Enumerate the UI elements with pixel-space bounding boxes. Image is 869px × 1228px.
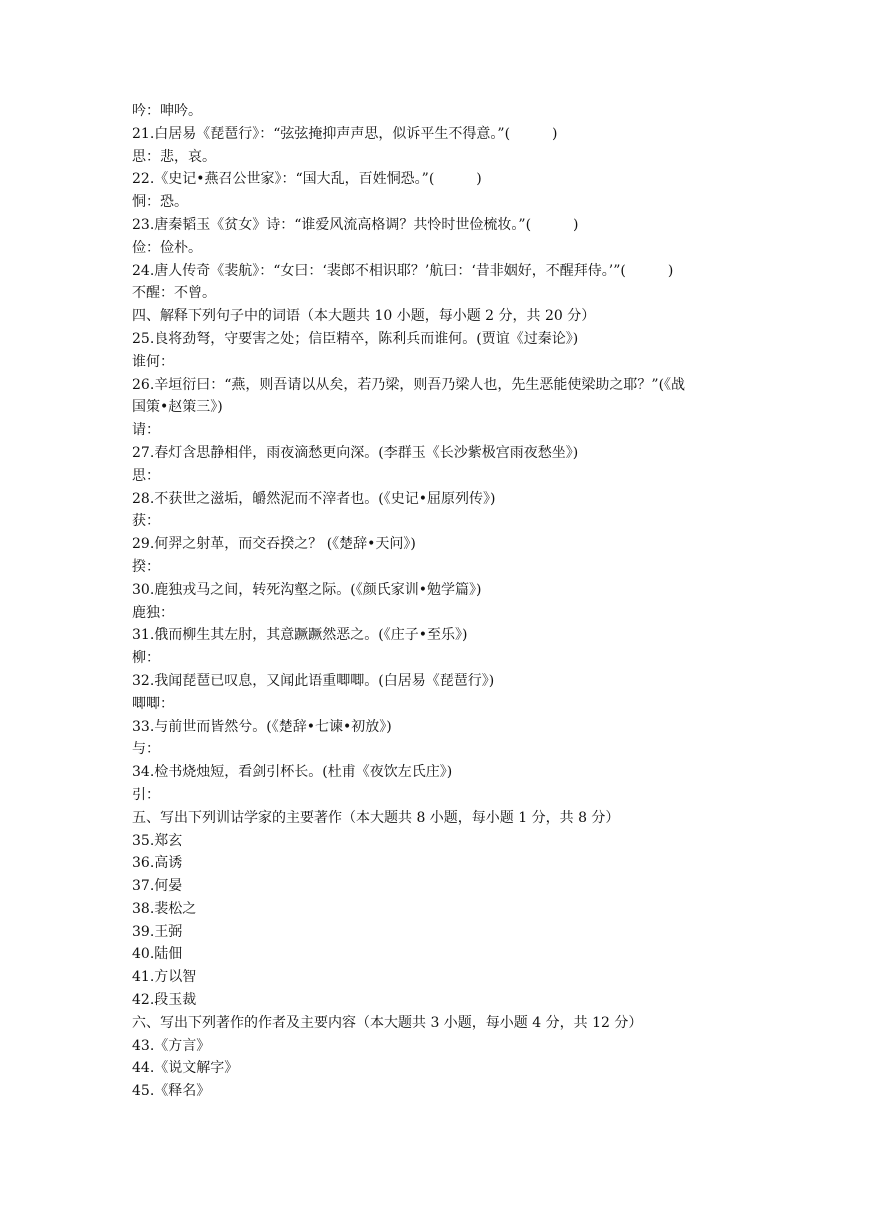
question-39: 39.王弼 [132,923,183,940]
question-24: 24.唐人传奇《裴航》：“女曰：‘裴郎不相识耶？’航曰：‘昔非姻好，不醒拜侍。’”( ) [132,262,674,279]
question-31: 31.俄而柳生其左肘，其意蹶蹶然恶之。(《庄子•至乐》) [132,627,468,644]
question-45: 45.《释名》 [132,1083,211,1100]
section-heading-4: 四、解释下列句子中的词语（本大题共 10 小题，每小题 2 分，共 20 分） [132,308,596,325]
question-21: 21.白居易《琵琶行》：“弦弦掩抑声声思，似诉平生不得意。”( ) [132,125,558,142]
question-41: 41.方以智 [132,969,197,986]
question-37: 37.何晏 [132,878,183,895]
question-23: 23.唐秦韬玉《贫女》诗：“谁爱风流高格调？共怜时世俭梳妆。”( ) [132,216,579,233]
question-43: 43.《方言》 [132,1037,211,1054]
answer-line: 唧唧： [132,695,174,712]
question-27: 27.春灯含思静相伴，雨夜滴愁更向深。(李群玉《长沙紫极宫雨夜愁坐》) [132,444,579,461]
answer-line: 思： [132,467,160,484]
answer-line: 鹿独： [132,604,174,621]
answer-line: 与： [132,741,160,758]
text-line: 吟：呻吟。 [132,103,202,119]
answer-line: 请： [132,422,160,439]
question-42: 42.段玉裁 [132,992,197,1009]
answer-line: 获： [132,513,160,530]
question-26-continued: 国策•赵策三》) [132,399,223,416]
question-22: 22.《史记•燕召公世家》：“国大乱，百姓恫恐。”( ) [132,171,482,188]
answer-line: 柳： [132,650,160,667]
answer-line: 俭：俭朴。 [132,239,202,256]
question-36: 36.高诱 [132,855,183,872]
answer-line: 不醒：不曾。 [132,285,216,302]
question-44: 44.《说文解字》 [132,1060,239,1077]
question-26: 26.辛垣衍曰：“燕，则吾请以从矣，若乃梁，则吾乃梁人也，先生恶能使梁助之耶？”(《战 [132,376,686,393]
question-25: 25.良将劲弩，守要害之处；信臣精卒，陈利兵而谁何。(贾谊《过秦论》) [132,330,579,347]
answer-line: 思：悲，哀。 [132,148,216,165]
answer-line: 引： [132,786,160,803]
question-29: 29.何羿之射革，而交吞揆之？ (《楚辞•天问》) [132,536,416,553]
document-page [132,100,752,1103]
question-28: 28.不获世之滋垢，皭然泥而不滓者也。(《史记•屈原列传》) [132,490,496,507]
question-33: 33.与前世而皆然兮。(《楚辞•七谏•初放》) [132,718,392,735]
question-30: 30.鹿独戎马之间，转死沟壑之际。(《颜氏家训•勉学篇》) [132,581,482,598]
question-35: 35.郑玄 [132,832,183,849]
section-heading-6: 六、写出下列著作的作者及主要内容（本大题共 3 小题，每小题 4 分，共 12 分） [132,1014,643,1031]
answer-line: 揆： [132,558,160,575]
question-34: 34.检书烧烛短，看剑引杯长。(杜甫《夜饮左氏庄》) [132,764,453,781]
answer-line: 恫：恐。 [132,194,188,211]
question-32: 32.我闻琵琶已叹息，又闻此语重唧唧。(白居易《琵琶行》) [132,672,495,689]
question-40: 40.陆佃 [132,946,183,963]
answer-line: 谁何： [132,353,174,370]
section-heading-5: 五、写出下列训诂学家的主要著作（本大题共 8 小题，每小题 1 分，共 8 分） [132,809,620,826]
question-38: 38.裴松之 [132,900,197,917]
